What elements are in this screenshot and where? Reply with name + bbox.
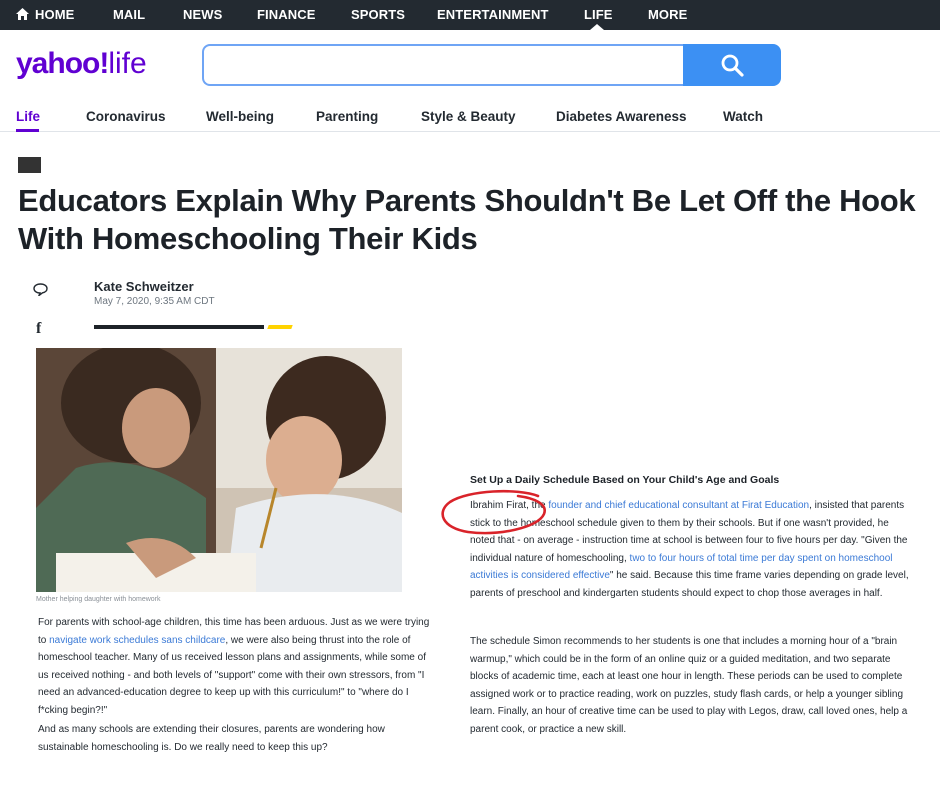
tab-watch[interactable]: Watch [723,109,763,124]
tab-parenting[interactable]: Parenting [316,109,379,124]
nav-finance[interactable]: FINANCE [257,7,316,22]
active-tab-underline [16,129,39,132]
comment-icon[interactable] [33,283,48,301]
article-headline: Educators Explain Why Parents Shouldn't Be Let Off the Hook With Homeschooling Their Kids [18,183,916,256]
article-photo [36,348,402,592]
tab-diabetes-awareness[interactable]: Diabetes Awareness [556,109,687,124]
home-icon [16,8,29,20]
section-subheading: Set Up a Daily Schedule Based on Your Child's Age and Goals [470,474,780,486]
yahoo-life-logo[interactable] [16,46,147,82]
publish-date: May 7, 2020, 9:35 AM CDT [94,296,215,307]
facebook-icon[interactable]: f [36,320,42,337]
search-button[interactable] [683,44,781,86]
nav-more[interactable]: MORE [648,7,688,22]
byline-divider [94,325,264,329]
tab-coronavirus[interactable]: Coronavirus [86,109,166,124]
logo-section: life [108,47,147,80]
search-input[interactable] [204,46,684,84]
article-paragraph [38,614,430,719]
paragraph-text: " he said. Because this time frame varies depending on grade level, parents of preschool and kindergarten students should expect to chop those averages in half. [470,570,909,599]
mother-daughter-homework-image [36,348,402,592]
nav-home-label: HOME [35,7,75,22]
nav-home[interactable] [16,0,74,30]
active-nav-caret [590,24,604,30]
homeschool-hours-link[interactable]: two to four hours of total time per day spent on homeschool activities is considered effective [470,552,893,581]
author-name[interactable]: Kate Schweitzer [94,279,194,294]
logo-brand: yahoo! [16,47,109,80]
publisher-logo[interactable] [18,157,41,173]
section-navigation [0,100,940,132]
nav-news[interactable]: NEWS [183,7,223,22]
paragraph-text: Ibrahim Firat, the [470,500,549,511]
childcare-link[interactable]: navigate work schedules sans childcare [49,634,226,646]
firat-education-link[interactable]: founder and chief educational consultant at Firat Education [548,500,810,511]
tab-well-being[interactable]: Well-being [206,109,275,124]
search-box [202,44,684,86]
photo-caption: Mother helping daughter with homework [36,596,161,603]
tab-life[interactable]: Life [16,109,41,124]
byline-divider-accent [267,325,292,329]
search-icon [720,53,744,77]
paragraph-text: , we were also being thrust into the role of homeschool teacher. Many of us received lesson plans and assignments, while some of us received nothing - and both levels of "support" come with their own stressors, from "I need an advanced-education degree to keep up with this curriculum!" to "where do I f*cking begin?!" [38,634,426,716]
nav-entertainment[interactable]: ENTERTAINMENT [437,7,549,22]
nav-sports[interactable]: SPORTS [351,7,406,22]
paragraph-text: For parents with school-age children, this time has been arduous. Just as we were trying to [38,617,430,646]
tab-style-beauty[interactable]: Style & Beauty [421,109,516,124]
nav-mail[interactable]: MAIL [113,7,146,22]
article-paragraph: And as many schools are extending their closures, parents are wondering how sustainable homeschooling is. Do we really need to keep this up? [38,724,385,753]
nav-life[interactable]: LIFE [584,7,613,22]
top-navigation-bar [0,0,940,30]
article-paragraph: The schedule Simon recommends to her students is one that includes a morning hour of a "brain warmup," which could be in the form of an online quiz or a guided meditation, and two separate blocks of academic time, each at least one hour in length. These periods can be used to complete assigned work or to practice reading, work on puzzles, study flash cards, or help a younger sibling learn. Finally, an hour of creative time can be used to play with Legos, draw, call loved ones, help a parent cook, or practice a new skill. [470,636,908,735]
article-paragraph [470,497,910,602]
paragraph-text: , insisted that parents stick to the homeschool schedule given to them by their schools. But if one wasn't provided, he noted that - on average - instruction time at school is between four to five hours per day. "Given the individual nature of homeschooling, [470,500,908,564]
